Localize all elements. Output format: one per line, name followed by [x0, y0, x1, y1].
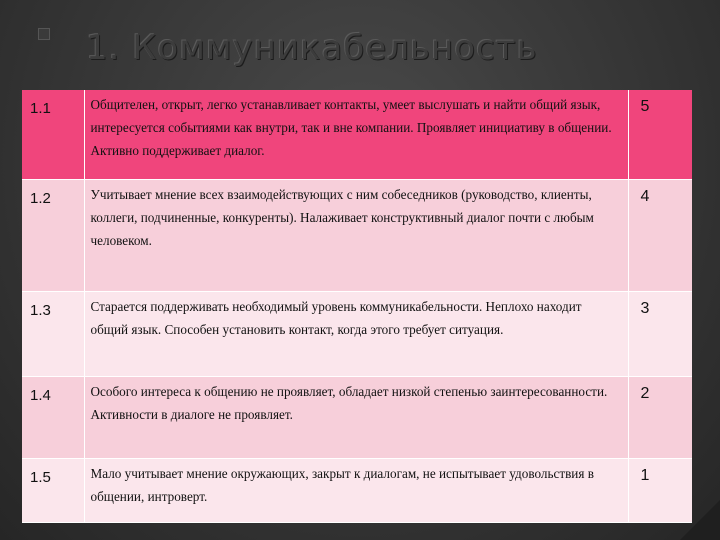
slide-title: 1. Коммуникабельность — [86, 28, 538, 68]
table-row — [22, 376, 692, 458]
row-score: 4 — [628, 179, 692, 291]
row-id: 1.3 — [22, 291, 84, 376]
row-id: 1.1 — [22, 90, 84, 179]
row-description: Общителен, открыт, легко устанавливает контакты, умеет выслушать и найти общий язык, интересуется событиями как внутри, так и вне компании. Проявляет инициативу в общении. Активно поддерживает диалог. — [84, 90, 628, 179]
row-description: Особого интереса к общению не проявляет, обладает низкой степенью заинтересованности. Активности в диалоге не проявляет. — [84, 376, 628, 458]
row-score: 2 — [628, 376, 692, 458]
table-row — [22, 179, 692, 291]
row-description: Мало учитывает мнение окружающих, закрыт к диалогам, не испытывает удовольствия в общении, интроверт. — [84, 458, 628, 522]
table-row — [22, 291, 692, 376]
row-score: 5 — [628, 90, 692, 179]
rating-table — [22, 90, 692, 523]
row-score: 1 — [628, 458, 692, 522]
row-description: Старается поддерживать необходимый уровень коммуникабельности. Неплохо находит общий язык. Способен установить контакт, когда этого требует ситуация. — [84, 291, 628, 376]
title-bullet-icon — [38, 28, 50, 40]
row-id: 1.4 — [22, 376, 84, 458]
row-id: 1.2 — [22, 179, 84, 291]
table-row — [22, 90, 692, 179]
row-id: 1.5 — [22, 458, 84, 522]
row-score: 3 — [628, 291, 692, 376]
row-description: Учитывает мнение всех взаимодействующих с ним собеседников (руководство, клиенты, коллеги, подчиненные, конкуренты). Налаживает конструктивный диалог почти с любым человеком. — [84, 179, 628, 291]
table-row — [22, 458, 692, 522]
